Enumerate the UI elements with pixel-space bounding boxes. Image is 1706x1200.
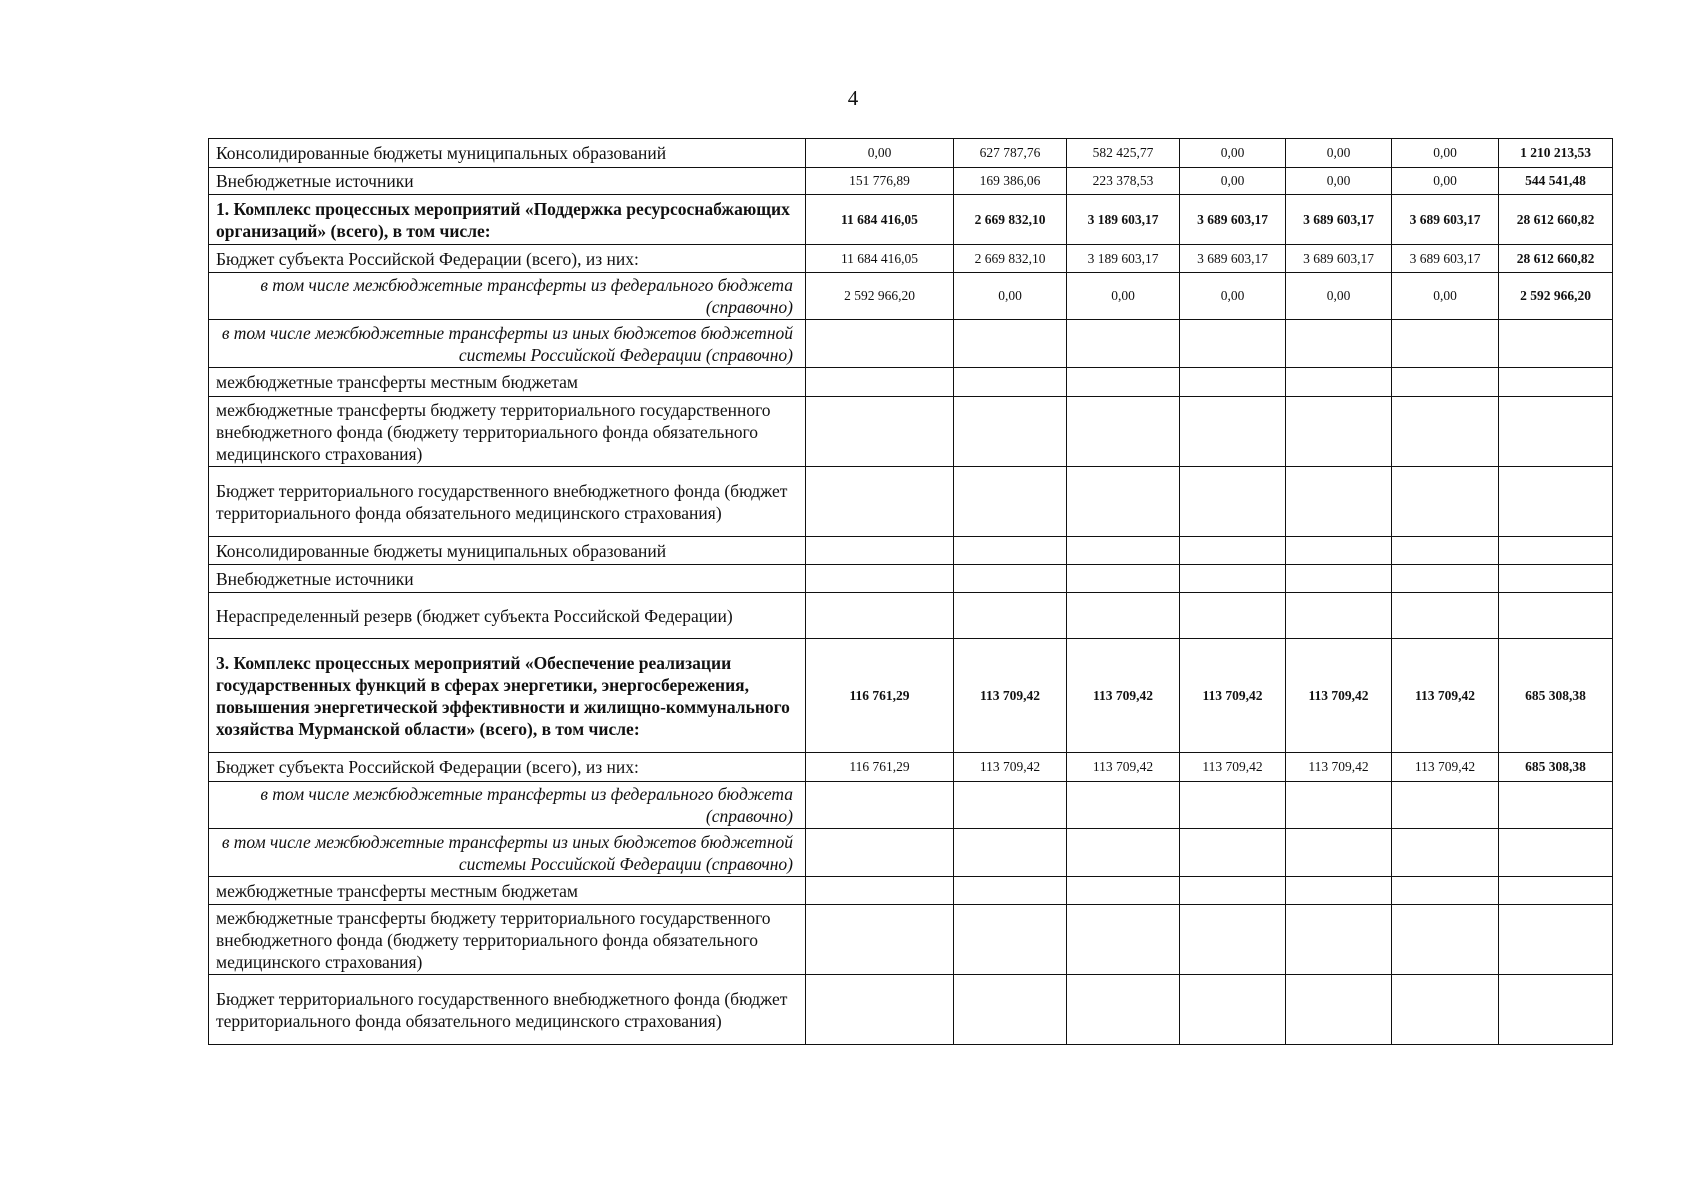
value-cell [1392, 397, 1499, 467]
value-cell: 113 709,42 [1392, 639, 1499, 753]
value-cell: 0,00 [1180, 273, 1286, 320]
table-row [209, 905, 1613, 975]
value-cell: 113 709,42 [1286, 639, 1392, 753]
value-cell [1067, 368, 1180, 397]
row-label: Внебюджетные источники [209, 168, 806, 195]
total-cell [1499, 397, 1613, 467]
value-cell [1180, 975, 1286, 1045]
value-cell: 0,00 [1392, 168, 1499, 195]
value-cell [1180, 829, 1286, 877]
table-row [209, 168, 1613, 195]
value-cell: 0,00 [1180, 139, 1286, 168]
table-row [209, 195, 1613, 245]
value-cell [954, 975, 1067, 1045]
value-cell [1392, 320, 1499, 368]
value-cell: 169 386,06 [954, 168, 1067, 195]
value-cell [1286, 829, 1392, 877]
total-cell [1499, 829, 1613, 877]
value-cell: 113 709,42 [1180, 639, 1286, 753]
row-label: межбюджетные трансферты бюджету территориального государственного внебюджетного фонда (бюджету территориального фонда обязательного медицинского страхования) [209, 397, 806, 467]
value-cell [1180, 593, 1286, 639]
value-cell: 3 689 603,17 [1286, 195, 1392, 245]
total-cell: 1 210 213,53 [1499, 139, 1613, 168]
value-cell [1067, 782, 1180, 829]
table-row [209, 877, 1613, 905]
value-cell [1067, 829, 1180, 877]
value-cell [1180, 537, 1286, 565]
value-cell: 113 709,42 [954, 639, 1067, 753]
total-cell [1499, 467, 1613, 537]
table-row [209, 639, 1613, 753]
table-row [209, 565, 1613, 593]
value-cell [954, 397, 1067, 467]
total-cell: 685 308,38 [1499, 639, 1613, 753]
value-cell: 3 689 603,17 [1180, 245, 1286, 273]
value-cell [954, 467, 1067, 537]
row-label: Бюджет субъекта Российской Федерации (всего), из них: [209, 753, 806, 782]
value-cell [1180, 877, 1286, 905]
value-cell [1286, 537, 1392, 565]
value-cell [1180, 467, 1286, 537]
value-cell: 0,00 [1067, 273, 1180, 320]
table-row [209, 593, 1613, 639]
value-cell [1392, 782, 1499, 829]
page-number: 4 [847, 86, 859, 110]
value-cell: 3 689 603,17 [1392, 195, 1499, 245]
value-cell [806, 467, 954, 537]
value-cell: 0,00 [1392, 273, 1499, 320]
table-row [209, 245, 1613, 273]
value-cell [1067, 905, 1180, 975]
value-cell [1067, 397, 1180, 467]
row-label: Бюджет территориального государственного внебюджетного фонда (бюджет территориального фонда обязательного медицинского страхования) [209, 975, 806, 1045]
value-cell [954, 320, 1067, 368]
value-cell: 3 689 603,17 [1392, 245, 1499, 273]
value-cell: 113 709,42 [1180, 753, 1286, 782]
value-cell [806, 829, 954, 877]
value-cell [1286, 593, 1392, 639]
value-cell [1392, 829, 1499, 877]
value-cell: 151 776,89 [806, 168, 954, 195]
value-cell [1180, 782, 1286, 829]
value-cell [806, 975, 954, 1045]
row-label: Консолидированные бюджеты муниципальных образований [209, 139, 806, 168]
value-cell [1067, 877, 1180, 905]
total-cell [1499, 905, 1613, 975]
row-label: 1. Комплекс процессных мероприятий «Поддержка ресурсоснабжающих организаций» (всего), в том числе: [209, 195, 806, 245]
value-cell: 0,00 [806, 139, 954, 168]
table-row [209, 782, 1613, 829]
table-row [209, 829, 1613, 877]
value-cell [1067, 975, 1180, 1045]
value-cell: 113 709,42 [1392, 753, 1499, 782]
row-label: Внебюджетные источники [209, 565, 806, 593]
value-cell [806, 397, 954, 467]
table-row [209, 320, 1613, 368]
value-cell [1180, 565, 1286, 593]
value-cell [1286, 782, 1392, 829]
total-cell: 2 592 966,20 [1499, 273, 1613, 320]
table-row [209, 273, 1613, 320]
table-row [209, 368, 1613, 397]
value-cell: 0,00 [1180, 168, 1286, 195]
value-cell [1286, 975, 1392, 1045]
table-row [209, 537, 1613, 565]
row-label: в том числе межбюджетные трансферты из федерального бюджета (справочно) [209, 782, 806, 829]
table-row [209, 753, 1613, 782]
value-cell: 627 787,76 [954, 139, 1067, 168]
value-cell: 116 761,29 [806, 639, 954, 753]
value-cell [1392, 593, 1499, 639]
budget-table [208, 138, 1613, 1045]
value-cell [1067, 320, 1180, 368]
value-cell [1392, 905, 1499, 975]
value-cell: 2 592 966,20 [806, 273, 954, 320]
row-label: межбюджетные трансферты местным бюджетам [209, 877, 806, 905]
table-row [209, 975, 1613, 1045]
value-cell [806, 368, 954, 397]
row-label: межбюджетные трансферты бюджету территориального государственного внебюджетного фонда (бюджету территориального фонда обязательного медицинского страхования) [209, 905, 806, 975]
total-cell: 685 308,38 [1499, 753, 1613, 782]
value-cell: 3 689 603,17 [1286, 245, 1392, 273]
value-cell: 3 189 603,17 [1067, 195, 1180, 245]
value-cell: 0,00 [1392, 139, 1499, 168]
value-cell: 11 684 416,05 [806, 245, 954, 273]
total-cell [1499, 593, 1613, 639]
value-cell [806, 877, 954, 905]
budget-table-body [209, 139, 1613, 1045]
total-cell [1499, 368, 1613, 397]
value-cell: 0,00 [1286, 139, 1392, 168]
table-row [209, 139, 1613, 168]
value-cell [1286, 368, 1392, 397]
value-cell [1180, 397, 1286, 467]
value-cell [1392, 537, 1499, 565]
value-cell [806, 593, 954, 639]
total-cell: 28 612 660,82 [1499, 195, 1613, 245]
value-cell [1180, 905, 1286, 975]
value-cell [806, 782, 954, 829]
value-cell [1286, 905, 1392, 975]
value-cell: 0,00 [1286, 273, 1392, 320]
value-cell: 2 669 832,10 [954, 245, 1067, 273]
row-label: 3. Комплекс процессных мероприятий «Обеспечение реализации государственных функций в сферах энергетики, энергосбережения, повышения энергетической эффективности и жилищно-коммунального хозяйства Мурманской области» (всего), в том числе: [209, 639, 806, 753]
value-cell: 2 669 832,10 [954, 195, 1067, 245]
value-cell [954, 368, 1067, 397]
row-label: в том числе межбюджетные трансферты из федерального бюджета (справочно) [209, 273, 806, 320]
value-cell [806, 320, 954, 368]
value-cell: 3 189 603,17 [1067, 245, 1180, 273]
value-cell [1392, 368, 1499, 397]
value-cell [1180, 368, 1286, 397]
value-cell [1067, 565, 1180, 593]
total-cell [1499, 537, 1613, 565]
value-cell: 113 709,42 [1286, 753, 1392, 782]
value-cell: 11 684 416,05 [806, 195, 954, 245]
value-cell [1392, 877, 1499, 905]
value-cell: 0,00 [1286, 168, 1392, 195]
value-cell [1180, 320, 1286, 368]
value-cell [1067, 467, 1180, 537]
total-cell [1499, 877, 1613, 905]
value-cell [954, 565, 1067, 593]
value-cell [954, 782, 1067, 829]
value-cell [954, 877, 1067, 905]
row-label: межбюджетные трансферты местным бюджетам [209, 368, 806, 397]
value-cell [954, 905, 1067, 975]
value-cell [954, 593, 1067, 639]
total-cell [1499, 782, 1613, 829]
value-cell [806, 565, 954, 593]
value-cell [1286, 397, 1392, 467]
value-cell: 582 425,77 [1067, 139, 1180, 168]
value-cell [1286, 877, 1392, 905]
value-cell [1392, 975, 1499, 1045]
row-label: Консолидированные бюджеты муниципальных образований [209, 537, 806, 565]
value-cell [1067, 537, 1180, 565]
value-cell [1392, 467, 1499, 537]
total-cell: 544 541,48 [1499, 168, 1613, 195]
value-cell: 0,00 [954, 273, 1067, 320]
table-row [209, 467, 1613, 537]
value-cell [806, 537, 954, 565]
row-label: Нераспределенный резерв (бюджет субъекта Российской Федерации) [209, 593, 806, 639]
value-cell [954, 829, 1067, 877]
total-cell [1499, 565, 1613, 593]
value-cell [1067, 593, 1180, 639]
total-cell [1499, 975, 1613, 1045]
row-label: Бюджет субъекта Российской Федерации (всего), из них: [209, 245, 806, 273]
value-cell: 223 378,53 [1067, 168, 1180, 195]
table-row [209, 397, 1613, 467]
value-cell: 116 761,29 [806, 753, 954, 782]
value-cell [954, 537, 1067, 565]
value-cell: 113 709,42 [1067, 639, 1180, 753]
total-cell: 28 612 660,82 [1499, 245, 1613, 273]
value-cell: 3 689 603,17 [1180, 195, 1286, 245]
row-label: Бюджет территориального государственного внебюджетного фонда (бюджет территориального фонда обязательного медицинского страхования) [209, 467, 806, 537]
value-cell: 113 709,42 [954, 753, 1067, 782]
row-label: в том числе межбюджетные трансферты из иных бюджетов бюджетной системы Российской Федерации (справочно) [209, 320, 806, 368]
value-cell: 113 709,42 [1067, 753, 1180, 782]
total-cell [1499, 320, 1613, 368]
value-cell [1286, 565, 1392, 593]
row-label: в том числе межбюджетные трансферты из иных бюджетов бюджетной системы Российской Федерации (справочно) [209, 829, 806, 877]
value-cell [1392, 565, 1499, 593]
value-cell [806, 905, 954, 975]
value-cell [1286, 320, 1392, 368]
value-cell [1286, 467, 1392, 537]
